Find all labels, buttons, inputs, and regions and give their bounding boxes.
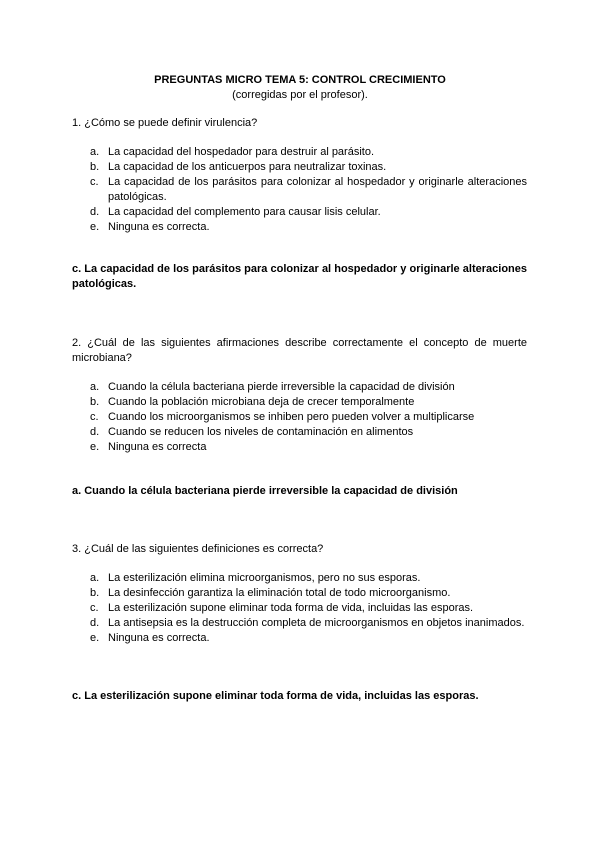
option-text: La capacidad de los anticuerpos para neutralizar toxinas. bbox=[108, 161, 387, 173]
option-letter: d. bbox=[90, 617, 100, 629]
option-text: La capacidad del hospedador para destruir al parásito. bbox=[108, 146, 375, 158]
option-letter: c. bbox=[90, 602, 99, 614]
option-item bbox=[72, 145, 527, 160]
option-text: La esterilización supone eliminar toda forma de vida, incluidas las esporas. bbox=[108, 602, 474, 614]
option-item bbox=[72, 631, 527, 646]
option-item bbox=[72, 175, 527, 205]
page-subtitle: (corregidas por el profesor). bbox=[232, 89, 368, 101]
option-text: La esterilización elimina microorganismos, pero no sus esporas. bbox=[108, 572, 421, 584]
question-3: 3. ¿Cuál de las siguientes definiciones es correcta? bbox=[72, 543, 324, 555]
question-2-options bbox=[72, 380, 527, 455]
option-text: Cuando la célula bacteriana pierde irreversible la capacidad de división bbox=[108, 381, 455, 393]
option-letter: a. bbox=[90, 146, 100, 158]
option-item bbox=[72, 425, 527, 440]
option-letter: b. bbox=[90, 396, 100, 408]
option-letter: b. bbox=[90, 161, 100, 173]
question-1-options bbox=[72, 145, 527, 235]
option-item bbox=[72, 395, 527, 410]
question-1: 1. ¿Cómo se puede definir virulencia? bbox=[72, 117, 258, 129]
option-letter: d. bbox=[90, 206, 100, 218]
page-title: PREGUNTAS MICRO TEMA 5: CONTROL CRECIMIENTO bbox=[154, 74, 446, 86]
question-3-options bbox=[72, 571, 527, 646]
answer-3: c. La esterilización supone eliminar toda forma de vida, incluidas las esporas. bbox=[72, 690, 479, 702]
option-letter: e. bbox=[90, 632, 100, 644]
option-text: Ninguna es correcta bbox=[108, 441, 207, 453]
option-item bbox=[72, 220, 527, 235]
option-text: La capacidad del complemento para causar lisis celular. bbox=[108, 206, 381, 218]
option-text: La desinfección garantiza la eliminación total de todo microorganismo. bbox=[108, 587, 451, 599]
option-item bbox=[72, 601, 527, 616]
option-item bbox=[72, 571, 527, 586]
option-item bbox=[72, 410, 527, 425]
option-letter: e. bbox=[90, 441, 100, 453]
answer-2: a. Cuando la célula bacteriana pierde irreversible la capacidad de división bbox=[72, 485, 458, 497]
option-letter: b. bbox=[90, 587, 100, 599]
option-letter: e. bbox=[90, 221, 100, 233]
option-item bbox=[72, 205, 527, 220]
answer-1: c. La capacidad de los parásitos para colonizar al hospedador y originarle alteraciones patológicas. bbox=[72, 263, 527, 290]
option-text: Cuando los microorganismos se inhiben pero pueden volver a multiplicarse bbox=[108, 411, 475, 423]
option-item bbox=[72, 616, 527, 631]
option-item bbox=[72, 440, 527, 455]
option-text: La capacidad de los parásitos para colonizar al hospedador y originarle alteraciones patológicas. bbox=[108, 176, 527, 203]
option-text: Cuando se reducen los niveles de contaminación en alimentos bbox=[108, 426, 414, 438]
option-letter: c. bbox=[90, 411, 99, 423]
option-text: Cuando la población microbiana deja de crecer temporalmente bbox=[108, 396, 415, 408]
option-text: Ninguna es correcta. bbox=[108, 221, 210, 233]
question-2: 2. ¿Cuál de las siguientes afirmaciones describe correctamente el concepto de muerte microbiana? bbox=[72, 337, 527, 364]
option-item bbox=[72, 380, 527, 395]
option-item bbox=[72, 160, 527, 175]
option-text: La antisepsia es la destrucción completa de microorganismos en objetos inanimados. bbox=[108, 617, 525, 629]
option-letter: d. bbox=[90, 426, 100, 438]
option-item bbox=[72, 586, 527, 601]
option-text: Ninguna es correcta. bbox=[108, 632, 210, 644]
option-letter: a. bbox=[90, 381, 100, 393]
option-letter: a. bbox=[90, 572, 100, 584]
option-letter: c. bbox=[90, 176, 99, 188]
